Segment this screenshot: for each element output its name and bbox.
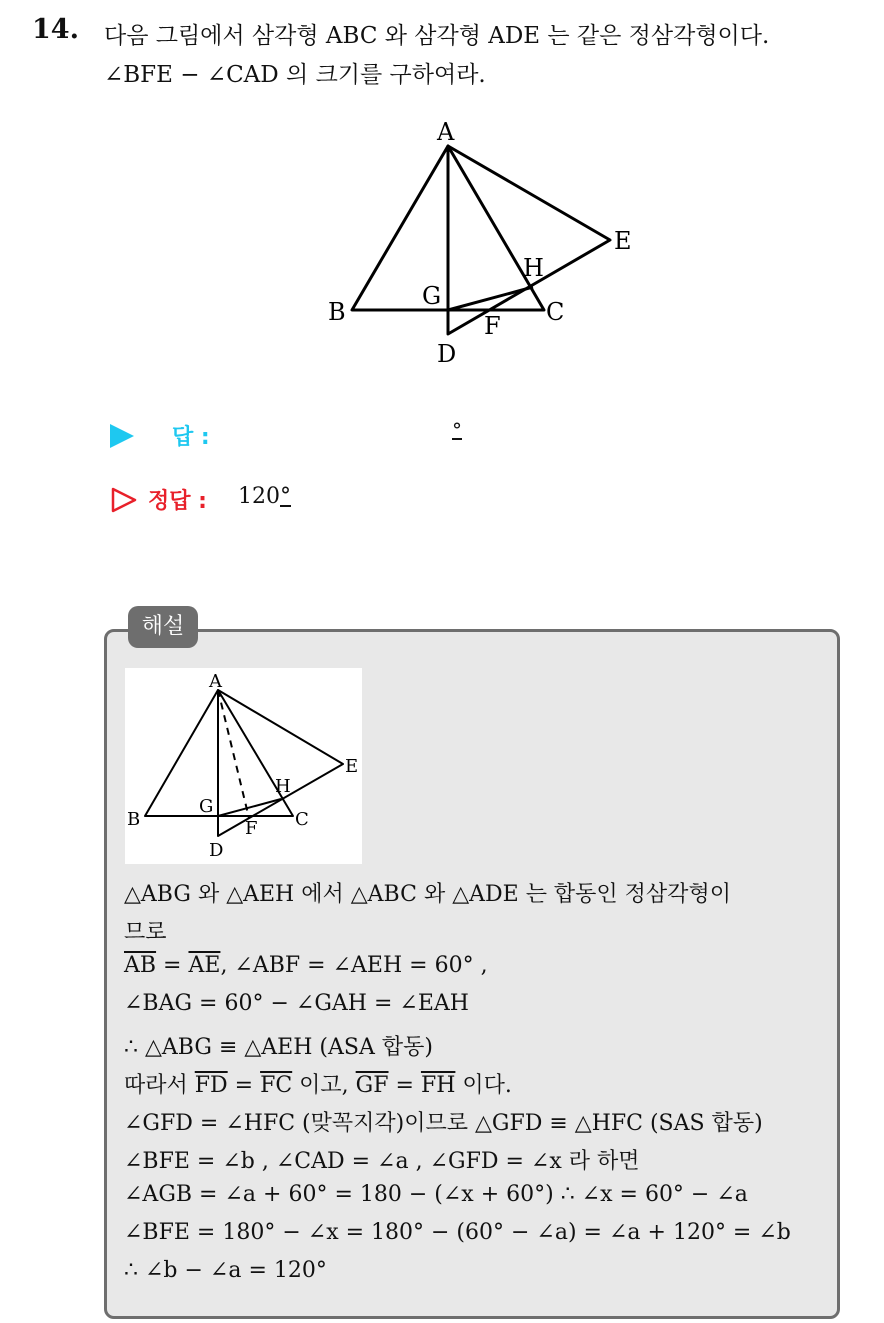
solution-line-2: 므로 [124, 920, 167, 945]
correct-answer-value: 120° [238, 484, 291, 509]
answer-unit: ° [452, 418, 462, 442]
solution-line-5: ∴ △ABG ≡ △AEH (ASA 합동) [124, 1035, 433, 1060]
label-g: G [422, 282, 442, 310]
triangle-ade [448, 146, 610, 334]
answer-label: 답 : [172, 425, 210, 450]
outline-play-icon [110, 486, 138, 514]
solution-label-d: D [209, 840, 224, 861]
solution-label-h: H [275, 776, 291, 797]
solution-label-e: E [345, 756, 359, 777]
answer-row [110, 418, 510, 454]
correct-answer-label: 정답 : [148, 489, 207, 514]
question-number: 14. [32, 14, 79, 45]
solution-line-11: ∴ ∠b − ∠a = 120° [124, 1258, 327, 1283]
solution-tab: 해설 [128, 606, 198, 648]
solution-line-4: ∠BAG = 60° − ∠GAH = ∠EAH [124, 991, 469, 1016]
label-b: B [328, 298, 346, 326]
label-h: H [523, 254, 544, 282]
solution-line-10: ∠BFE = 180° − ∠x = 180° − (60° − ∠a) = ∠a + 120° = ∠b [124, 1220, 791, 1245]
triangle-figure [320, 112, 640, 372]
label-d: D [437, 340, 457, 368]
solution-line-9: ∠AGB = ∠a + 60° = 180 − (∠x + 60°) ∴ ∠x = 60° − ∠a [124, 1182, 748, 1207]
label-e: E [614, 227, 632, 255]
solution-line-1: △ABG 와 △AEH 에서 △ABC 와 △ADE 는 합동인 정삼각형이 [124, 882, 731, 907]
solution-line-6: 따라서 $\overline{FD} = \overline{FC}$ 이고, $\overline{GF} = \overline{FH}$ 이다. [124, 1073, 512, 1098]
question-text-line2: ∠BFE − ∠CAD 의 크기를 구하여라. [104, 62, 486, 88]
solution-label-f: F [245, 818, 258, 839]
solution-label-b: B [127, 809, 141, 830]
solution-figure [125, 668, 362, 864]
label-a: A [437, 118, 455, 146]
label-c: C [546, 298, 565, 326]
solution-label-c: C [295, 809, 309, 830]
play-icon [110, 424, 134, 448]
label-f: F [484, 312, 501, 340]
solution-label-a: A [209, 671, 222, 692]
segment-gh [448, 287, 533, 310]
solution-line-7: ∠GFD = ∠HFC (맞꼭지각)이므로 △GFD ≡ △HFC (SAS 합동) [124, 1111, 763, 1136]
solution-line-3: $\overline{AB} = \overline{AE}$, ∠ABF = ∠AEH = 60° , [124, 953, 488, 978]
solution-line-8: ∠BFE = ∠b , ∠CAD = ∠a , ∠GFD = ∠x 라 하면 [124, 1149, 640, 1174]
question-text-line1: 다음 그림에서 삼각형 ABC 와 삼각형 ADE 는 같은 정삼각형이다. [104, 23, 770, 49]
solution-label-g: G [199, 796, 214, 817]
correct-answer-row [110, 482, 510, 518]
